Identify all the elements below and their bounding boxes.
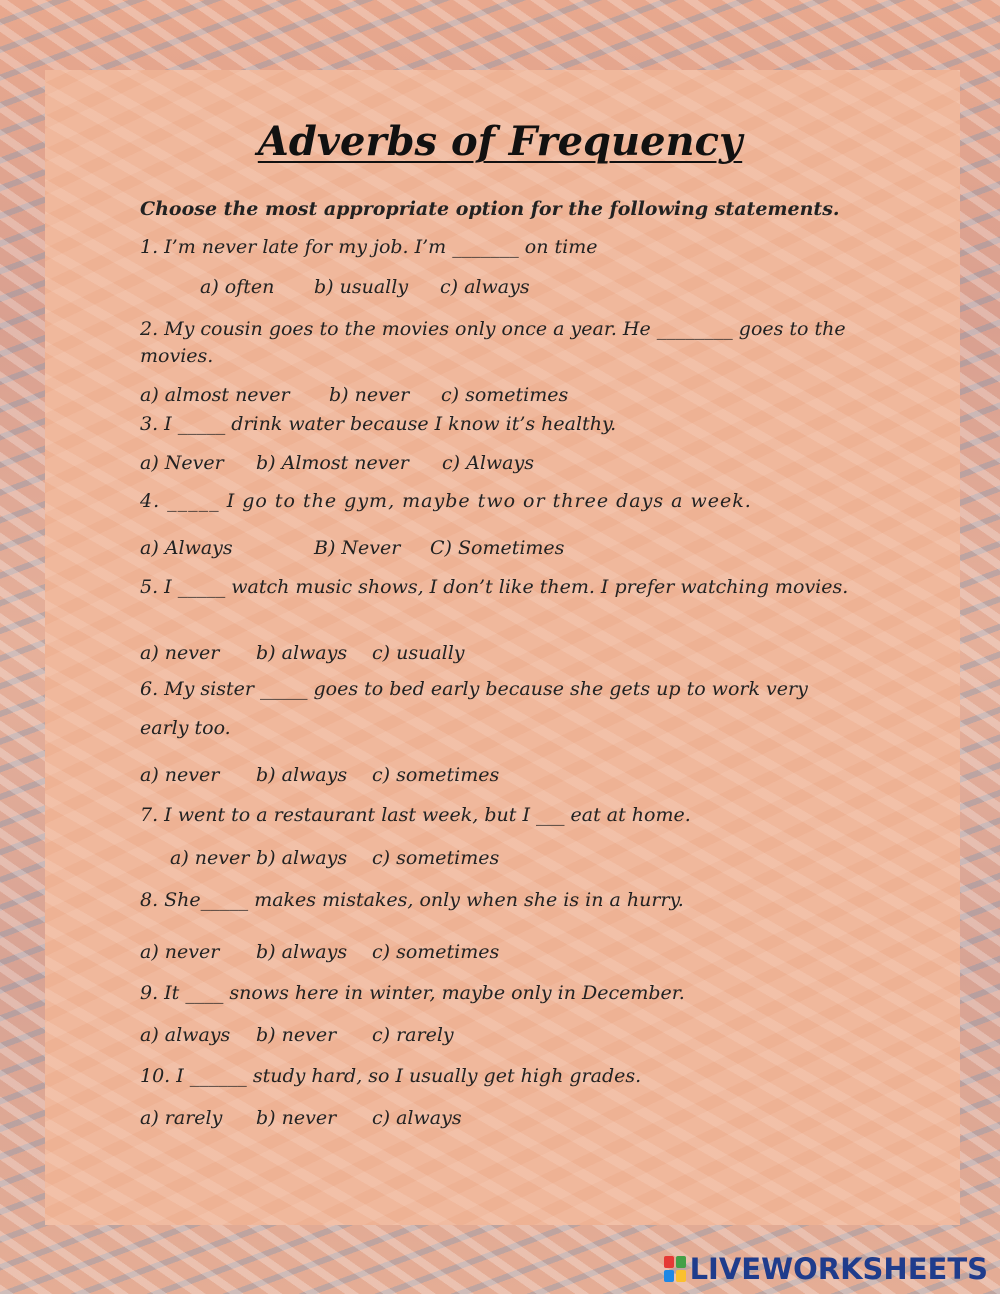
instructions: Choose the most appropriate option for the following statements. — [140, 198, 840, 220]
options-4 — [140, 535, 564, 562]
option[interactable]: b) always — [256, 941, 348, 963]
option[interactable]: B) Never — [314, 537, 401, 559]
question-5: 5. I _____ watch music shows, I don’t like them. I prefer watching movies. — [140, 576, 849, 598]
option[interactable]: a) Always — [140, 537, 233, 559]
options-7 — [170, 845, 499, 872]
options-3 — [140, 450, 534, 477]
option[interactable]: a) never — [140, 642, 220, 664]
option[interactable]: a) never — [140, 941, 220, 963]
page-title: Adverbs of Frequency — [257, 118, 743, 165]
question-6: 6. My sister _____ goes to bed early because she gets up to work very early too. — [140, 678, 808, 739]
option[interactable]: b) never — [256, 1024, 337, 1046]
option[interactable]: b) never — [329, 384, 410, 406]
question-8: 8. She_____ makes mistakes, only when she is in a hurry. — [140, 889, 684, 911]
question-4: 4. _____ I go to the gym, maybe two or three days a week. — [140, 490, 752, 512]
option[interactable]: c) rarely — [372, 1024, 454, 1046]
question-2: 2. My cousin goes to the movies only once a year. He ________ goes to the movies. — [140, 318, 846, 367]
option[interactable]: c) Always — [442, 452, 534, 474]
option[interactable]: c) sometimes — [372, 847, 500, 869]
option[interactable]: c) sometimes — [372, 941, 500, 963]
options-6 — [140, 762, 499, 789]
option[interactable]: b) never — [256, 1107, 337, 1129]
option[interactable]: a) almost never — [140, 384, 290, 406]
option[interactable]: b) Almost never — [256, 452, 409, 474]
logo-icon — [664, 1256, 686, 1282]
option[interactable]: b) always — [256, 847, 348, 869]
option[interactable]: a) always — [140, 1024, 231, 1046]
option[interactable]: c) sometimes — [372, 764, 500, 786]
options-1 — [200, 274, 530, 301]
option[interactable]: c) always — [372, 1107, 462, 1129]
option[interactable]: c) usually — [372, 642, 465, 664]
logo-text: LIVEWORKSHEETS — [689, 1252, 988, 1286]
option[interactable]: a) rarely — [140, 1107, 223, 1129]
option[interactable]: C) Sometimes — [430, 537, 565, 559]
option[interactable]: a) often — [200, 276, 275, 298]
options-5 — [140, 640, 465, 667]
option[interactable]: b) always — [256, 642, 348, 664]
options-10 — [140, 1105, 462, 1132]
options-8 — [140, 939, 499, 966]
option[interactable]: b) usually — [314, 276, 409, 298]
option[interactable]: a) Never — [140, 452, 224, 474]
options-2 — [140, 382, 568, 409]
option[interactable]: b) always — [256, 764, 348, 786]
question-10: 10. I ______ study hard, so I usually get high grades. — [140, 1065, 642, 1087]
question-3: 3. I _____ drink water because I know it’s healthy. — [140, 413, 617, 435]
liveworksheets-logo[interactable] — [664, 1254, 988, 1284]
option[interactable]: a) never — [170, 847, 250, 869]
option[interactable]: a) never — [140, 764, 220, 786]
question-7: 7. I went to a restaurant last week, but I ___ eat at home. — [140, 804, 691, 826]
question-1: 1. I’m never late for my job. I’m _______ on time — [140, 236, 598, 258]
option[interactable]: c) always — [440, 276, 530, 298]
question-9: 9. It ____ snows here in winter, maybe only in December. — [140, 982, 685, 1004]
options-9 — [140, 1022, 454, 1049]
option[interactable]: c) sometimes — [441, 384, 569, 406]
